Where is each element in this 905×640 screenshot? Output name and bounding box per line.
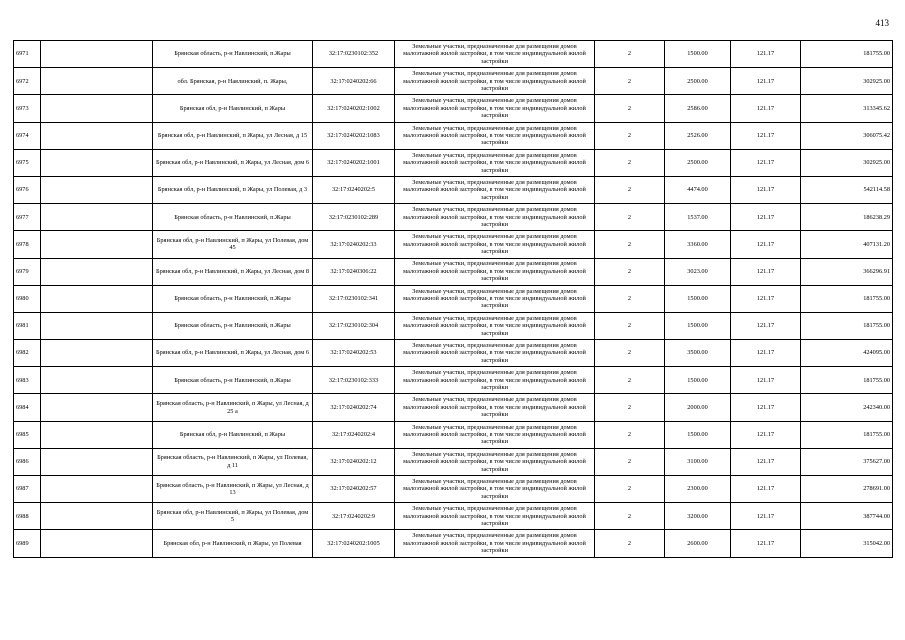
- land-use-cell: Земельные участки, предназначенные для размещения домов малоэтажной жилой застройки, в том числе индивидуальной жилой застройки: [395, 448, 595, 475]
- address-cell: обл. Брянская, р-н Навлинский, п. Жары,: [153, 68, 313, 95]
- category-cell: 2: [595, 95, 665, 122]
- area-cell: 3500.00: [665, 340, 731, 367]
- land-use-cell: Земельные участки, предназначенные для размещения домов малоэтажной жилой застройки, в том числе индивидуальной жилой застройки: [395, 95, 595, 122]
- cadastral-value-cell: 186238.29: [801, 204, 893, 231]
- area-cell: 2586.00: [665, 95, 731, 122]
- table-row: [14, 41, 893, 68]
- area-cell: 1500.00: [665, 367, 731, 394]
- cadastral-number-cell: 32:17:0240306:22: [313, 258, 395, 285]
- cadastral-value-cell: 424095.00: [801, 340, 893, 367]
- cadastral-number-cell: 32:17:0240202:1005: [313, 530, 395, 557]
- area-cell: 1500.00: [665, 41, 731, 68]
- row-number: 6973: [14, 95, 41, 122]
- land-use-cell: Земельные участки, предназначенные для размещения домов малоэтажной жилой застройки, в том числе индивидуальной жилой застройки: [395, 530, 595, 557]
- area-cell: 2500.00: [665, 68, 731, 95]
- table-row: [14, 394, 893, 421]
- area-cell: 2526.00: [665, 122, 731, 149]
- empty-cell: [41, 149, 153, 176]
- category-cell: 2: [595, 421, 665, 448]
- row-number: 6976: [14, 176, 41, 203]
- table-row: [14, 312, 893, 339]
- category-cell: 2: [595, 530, 665, 557]
- row-number: 6982: [14, 340, 41, 367]
- category-cell: 2: [595, 394, 665, 421]
- empty-cell: [41, 503, 153, 530]
- address-cell: Брянская обл, р-н Навлинский, п Жары, ул Полевая, дом 5: [153, 503, 313, 530]
- area-cell: 2600.00: [665, 530, 731, 557]
- cadastral-number-cell: 32:17:0230102:352: [313, 41, 395, 68]
- cadastral-value-cell: 302925.00: [801, 149, 893, 176]
- rate-cell: 121.17: [731, 68, 801, 95]
- row-number: 6975: [14, 149, 41, 176]
- rate-cell: 121.17: [731, 503, 801, 530]
- category-cell: 2: [595, 41, 665, 68]
- table-body: [14, 41, 893, 558]
- category-cell: 2: [595, 122, 665, 149]
- rate-cell: 121.17: [731, 421, 801, 448]
- table-row: [14, 340, 893, 367]
- cadastral-number-cell: 32:17:0230102:341: [313, 285, 395, 312]
- empty-cell: [41, 421, 153, 448]
- row-number: 6981: [14, 312, 41, 339]
- area-cell: 3023.00: [665, 258, 731, 285]
- address-cell: Брянская обл, р-н Навлинский, п Жары, ул Полевая, д 3: [153, 176, 313, 203]
- cadastral-number-cell: 32:17:0240202:53: [313, 340, 395, 367]
- cadastral-value-cell: 375627.00: [801, 448, 893, 475]
- land-use-cell: Земельные участки, предназначенные для размещения домов малоэтажной жилой застройки, в том числе индивидуальной жилой застройки: [395, 285, 595, 312]
- cadastral-value-cell: 542114.58: [801, 176, 893, 203]
- rate-cell: 121.17: [731, 231, 801, 258]
- rate-cell: 121.17: [731, 476, 801, 503]
- category-cell: 2: [595, 231, 665, 258]
- address-cell: Брянская область, р-н Навлинский, п.Жары: [153, 204, 313, 231]
- cadastral-value-cell: 407131.20: [801, 231, 893, 258]
- land-use-cell: Земельные участки, предназначенные для размещения домов малоэтажной жилой застройки, в том числе индивидуальной жилой застройки: [395, 149, 595, 176]
- row-number: 6987: [14, 476, 41, 503]
- land-use-cell: Земельные участки, предназначенные для размещения домов малоэтажной жилой застройки, в том числе индивидуальной жилой застройки: [395, 231, 595, 258]
- land-use-cell: Земельные участки, предназначенные для размещения домов малоэтажной жилой застройки, в том числе индивидуальной жилой застройки: [395, 258, 595, 285]
- empty-cell: [41, 95, 153, 122]
- address-cell: Брянская область, р-н Навлинский, п.Жары: [153, 41, 313, 68]
- cadastral-value-cell: 181755.00: [801, 41, 893, 68]
- land-use-cell: Земельные участки, предназначенные для размещения домов малоэтажной жилой застройки, в том числе индивидуальной жилой застройки: [395, 204, 595, 231]
- area-cell: 1500.00: [665, 421, 731, 448]
- rate-cell: 121.17: [731, 367, 801, 394]
- cadastral-value-cell: 302925.00: [801, 68, 893, 95]
- land-use-cell: Земельные участки, предназначенные для размещения домов малоэтажной жилой застройки, в том числе индивидуальной жилой застройки: [395, 340, 595, 367]
- cadastral-number-cell: 32:17:0240202:33: [313, 231, 395, 258]
- row-number: 6978: [14, 231, 41, 258]
- table-row: [14, 231, 893, 258]
- row-number: 6986: [14, 448, 41, 475]
- cadastral-number-cell: 32:17:0240202:9: [313, 503, 395, 530]
- area-cell: 2000.00: [665, 394, 731, 421]
- land-use-cell: Земельные участки, предназначенные для размещения домов малоэтажной жилой застройки, в том числе индивидуальной жилой застройки: [395, 394, 595, 421]
- cadastral-number-cell: 32:17:0240202:5: [313, 176, 395, 203]
- cadastral-number-cell: 32:17:0240202:1002: [313, 95, 395, 122]
- land-use-cell: Земельные участки, предназначенные для размещения домов малоэтажной жилой застройки, в том числе индивидуальной жилой застройки: [395, 68, 595, 95]
- cadastral-number-cell: 32:17:0240202:1083: [313, 122, 395, 149]
- row-number: 6971: [14, 41, 41, 68]
- cadastral-number-cell: 32:17:0240202:66: [313, 68, 395, 95]
- land-use-cell: Земельные участки, предназначенные для размещения домов малоэтажной жилой застройки, в том числе индивидуальной жилой застройки: [395, 367, 595, 394]
- rate-cell: 121.17: [731, 149, 801, 176]
- category-cell: 2: [595, 476, 665, 503]
- address-cell: Брянская обл, р-н Навлинский, п Жары, ул Лесная, д 15: [153, 122, 313, 149]
- category-cell: 2: [595, 149, 665, 176]
- address-cell: Брянская обл, р-н Навлинский, п Жары, ул Лесная, дом 8: [153, 258, 313, 285]
- rate-cell: 121.17: [731, 312, 801, 339]
- table-row: [14, 68, 893, 95]
- address-cell: Брянская область, р-н Навлинский, п Жары, ул Полевая, д 11: [153, 448, 313, 475]
- cadastral-number-cell: 32:17:0230102:304: [313, 312, 395, 339]
- rate-cell: 121.17: [731, 340, 801, 367]
- cadastral-value-cell: 278691.00: [801, 476, 893, 503]
- empty-cell: [41, 530, 153, 557]
- address-cell: Брянская обл, р-н Навлинский, п Жары, ул Лесная, дом 6: [153, 340, 313, 367]
- rate-cell: 121.17: [731, 95, 801, 122]
- cadastral-number-cell: 32:17:0230102:289: [313, 204, 395, 231]
- empty-cell: [41, 367, 153, 394]
- area-cell: 4474.00: [665, 176, 731, 203]
- category-cell: 2: [595, 448, 665, 475]
- row-number: 6972: [14, 68, 41, 95]
- row-number: 6974: [14, 122, 41, 149]
- address-cell: Брянская обл, р-н Навлинский, п Жары, ул Полевая: [153, 530, 313, 557]
- category-cell: 2: [595, 176, 665, 203]
- area-cell: 3100.00: [665, 448, 731, 475]
- land-use-cell: Земельные участки, предназначенные для размещения домов малоэтажной жилой застройки, в том числе индивидуальной жилой застройки: [395, 122, 595, 149]
- empty-cell: [41, 122, 153, 149]
- row-number: 6979: [14, 258, 41, 285]
- rate-cell: 121.17: [731, 394, 801, 421]
- table-row: [14, 503, 893, 530]
- cadastral-value-cell: 181755.00: [801, 367, 893, 394]
- table-row: [14, 421, 893, 448]
- category-cell: 2: [595, 340, 665, 367]
- empty-cell: [41, 258, 153, 285]
- cadastral-number-cell: 32:17:0240202:12: [313, 448, 395, 475]
- address-cell: Брянская обл, р-н Навлинский, п Жары, ул Полевая, дом 45: [153, 231, 313, 258]
- cadastral-number-cell: 32:17:0240202:57: [313, 476, 395, 503]
- empty-cell: [41, 41, 153, 68]
- area-cell: 1537.00: [665, 204, 731, 231]
- cadastral-value-cell: 387744.00: [801, 503, 893, 530]
- category-cell: 2: [595, 312, 665, 339]
- land-use-cell: Земельные участки, предназначенные для размещения домов малоэтажной жилой застройки, в том числе индивидуальной жилой застройки: [395, 312, 595, 339]
- address-cell: Брянская область, р-н Навлинский, п Жары, ул Лесная, д 13: [153, 476, 313, 503]
- cadastral-number-cell: 32:17:0230102:333: [313, 367, 395, 394]
- area-cell: 1500.00: [665, 285, 731, 312]
- row-number: 6980: [14, 285, 41, 312]
- address-cell: Брянская обл, р-н Навлинский, п Жары: [153, 95, 313, 122]
- land-use-cell: Земельные участки, предназначенные для размещения домов малоэтажной жилой застройки, в том числе индивидуальной жилой застройки: [395, 503, 595, 530]
- empty-cell: [41, 231, 153, 258]
- cadastral-number-cell: 32:17:0240202:4: [313, 421, 395, 448]
- rate-cell: 121.17: [731, 448, 801, 475]
- table-row: [14, 476, 893, 503]
- row-number: 6989: [14, 530, 41, 557]
- cadastral-number-cell: 32:17:0240202:1001: [313, 149, 395, 176]
- address-cell: Брянская область, р-н Навлинский, п.Жары: [153, 285, 313, 312]
- category-cell: 2: [595, 258, 665, 285]
- rate-cell: 121.17: [731, 204, 801, 231]
- land-use-cell: Земельные участки, предназначенные для размещения домов малоэтажной жилой застройки, в том числе индивидуальной жилой застройки: [395, 421, 595, 448]
- land-register-table: [13, 40, 893, 558]
- table-row: [14, 530, 893, 557]
- cadastral-number-cell: 32:17:0240202:74: [313, 394, 395, 421]
- rate-cell: 121.17: [731, 285, 801, 312]
- table-row: [14, 204, 893, 231]
- rate-cell: 121.17: [731, 176, 801, 203]
- empty-cell: [41, 394, 153, 421]
- cadastral-value-cell: 306075.42: [801, 122, 893, 149]
- table-row: [14, 258, 893, 285]
- cadastral-value-cell: 181755.00: [801, 285, 893, 312]
- table-row: [14, 285, 893, 312]
- page-number: 413: [875, 18, 889, 28]
- category-cell: 2: [595, 204, 665, 231]
- land-use-cell: Земельные участки, предназначенные для размещения домов малоэтажной жилой застройки, в том числе индивидуальной жилой застройки: [395, 476, 595, 503]
- address-cell: Брянская обл, р-н Навлинский, п Жары, ул Лесная, дом 6: [153, 149, 313, 176]
- rate-cell: 121.17: [731, 530, 801, 557]
- empty-cell: [41, 340, 153, 367]
- table-row: [14, 448, 893, 475]
- rate-cell: 121.17: [731, 258, 801, 285]
- rate-cell: 121.17: [731, 41, 801, 68]
- empty-cell: [41, 285, 153, 312]
- empty-cell: [41, 176, 153, 203]
- area-cell: 3200.00: [665, 503, 731, 530]
- area-cell: 1500.00: [665, 312, 731, 339]
- area-cell: 2500.00: [665, 149, 731, 176]
- area-cell: 3360.00: [665, 231, 731, 258]
- table-row: [14, 95, 893, 122]
- address-cell: Брянская обл, р-н Навлинский, п Жары: [153, 421, 313, 448]
- table-row: [14, 122, 893, 149]
- row-number: 6988: [14, 503, 41, 530]
- row-number: 6977: [14, 204, 41, 231]
- cadastral-value-cell: 242340.00: [801, 394, 893, 421]
- cadastral-value-cell: 366296.91: [801, 258, 893, 285]
- empty-cell: [41, 312, 153, 339]
- table-row: [14, 367, 893, 394]
- empty-cell: [41, 476, 153, 503]
- land-use-cell: Земельные участки, предназначенные для размещения домов малоэтажной жилой застройки, в том числе индивидуальной жилой застройки: [395, 176, 595, 203]
- land-use-cell: Земельные участки, предназначенные для размещения домов малоэтажной жилой застройки, в том числе индивидуальной жилой застройки: [395, 41, 595, 68]
- row-number: 6984: [14, 394, 41, 421]
- cadastral-value-cell: 181755.00: [801, 312, 893, 339]
- address-cell: Брянская область, р-н Навлинский, п Жары, ул Лесная, д 25 а: [153, 394, 313, 421]
- category-cell: 2: [595, 68, 665, 95]
- table-row: [14, 176, 893, 203]
- table-row: [14, 149, 893, 176]
- cadastral-value-cell: 313345.62: [801, 95, 893, 122]
- row-number: 6983: [14, 367, 41, 394]
- rate-cell: 121.17: [731, 122, 801, 149]
- row-number: 6985: [14, 421, 41, 448]
- empty-cell: [41, 448, 153, 475]
- address-cell: Брянская область, р-н Навлинский, п.Жары: [153, 367, 313, 394]
- cadastral-value-cell: 181755.00: [801, 421, 893, 448]
- category-cell: 2: [595, 503, 665, 530]
- cadastral-value-cell: 315042.00: [801, 530, 893, 557]
- area-cell: 2300.00: [665, 476, 731, 503]
- category-cell: 2: [595, 367, 665, 394]
- empty-cell: [41, 204, 153, 231]
- empty-cell: [41, 68, 153, 95]
- category-cell: 2: [595, 285, 665, 312]
- address-cell: Брянская область, р-н Навлинский, п.Жары: [153, 312, 313, 339]
